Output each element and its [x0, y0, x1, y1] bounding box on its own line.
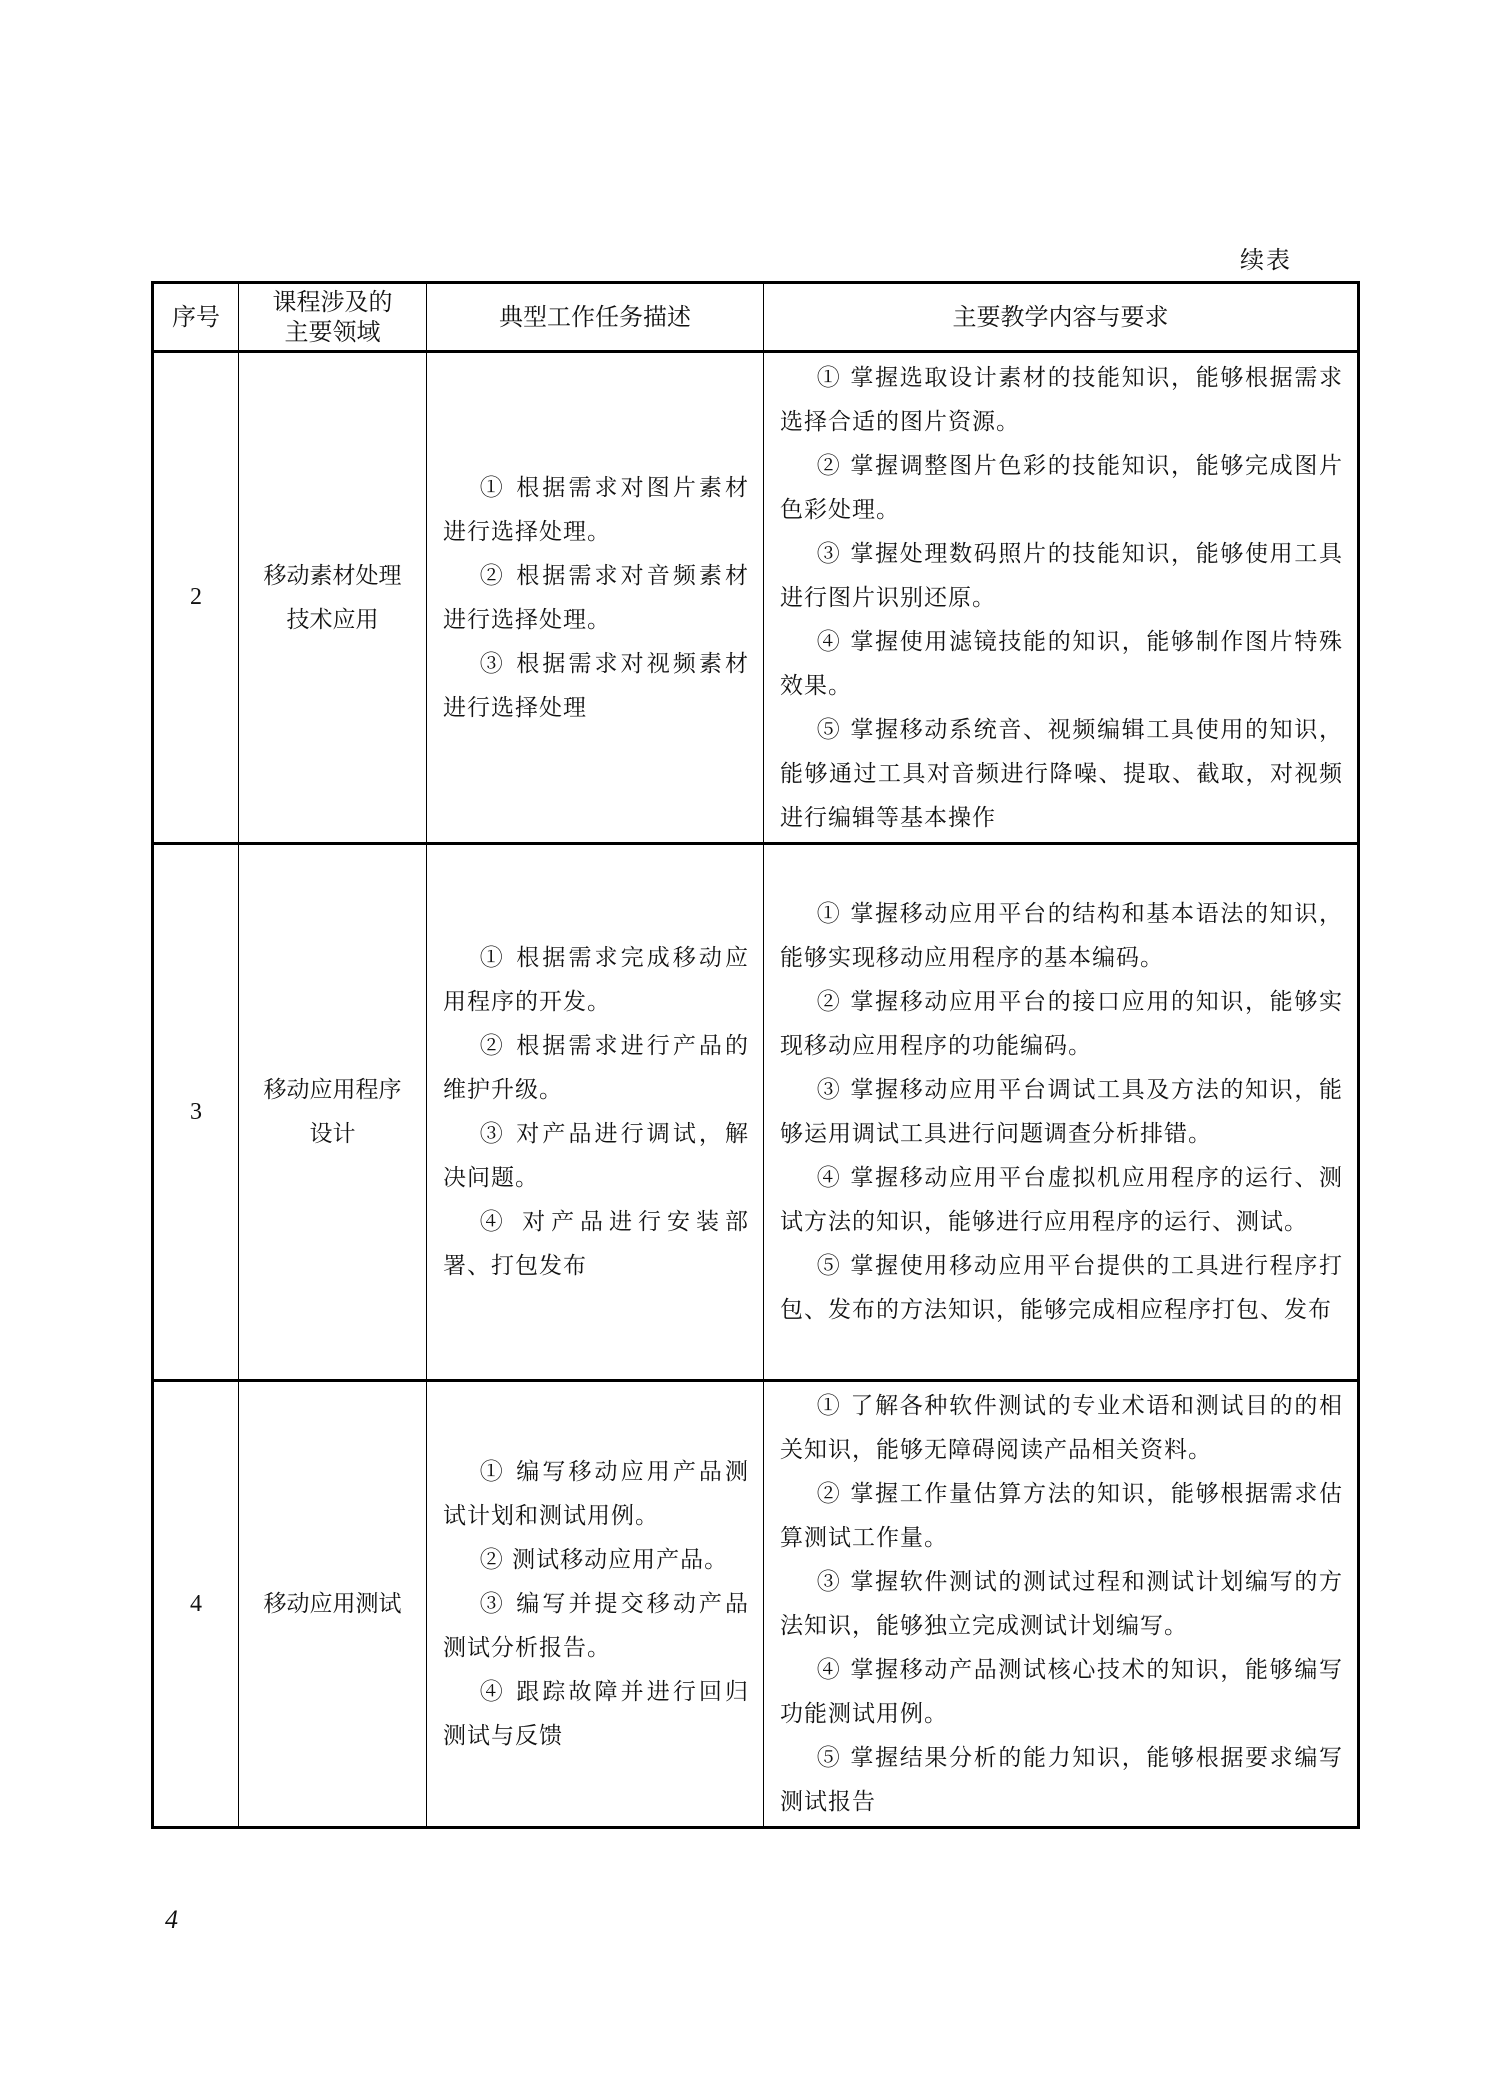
content-item: ① 掌握选取设计素材的技能知识，能够根据需求选择合适的图片资源。 [780, 364, 1343, 435]
task-item: ② 测试移动应用产品。 [479, 1547, 729, 1573]
content-item: ③ 掌握移动应用平台调试工具及方法的知识，能够运用调试工具进行问题调查分析排错。 [780, 1077, 1343, 1147]
task-item: ③ 根据需求对视频素材进行选择处理 [443, 650, 749, 721]
content-item: ① 掌握移动应用平台的结构和基本语法的知识，能够实现移动应用程序的基本编码。 [780, 901, 1343, 971]
page-number: 4 [165, 1905, 178, 1934]
table-row [153, 1381, 1359, 1828]
row-area [239, 844, 427, 1381]
row-number: 3 [153, 844, 239, 1381]
content-item: ② 掌握移动应用平台的接口应用的知识，能够实现移动应用程序的功能编码。 [780, 989, 1343, 1059]
row-area-line2: 技术应用 [286, 606, 379, 633]
task-item: ④ 对产品进行安装部署、打包发布 [443, 1209, 749, 1279]
row-contents [764, 844, 1359, 1381]
task-item: ③ 对产品进行调试，解决问题。 [443, 1121, 749, 1191]
header-no: 序号 [153, 283, 239, 352]
row-area-line2: 设计 [309, 1121, 356, 1147]
content-item: ③ 掌握软件测试的测试过程和测试计划编写的方法知识，能够独立完成测试计划编写。 [780, 1569, 1343, 1639]
continued-table-label: 续表 [1240, 246, 1292, 274]
task-item: ① 根据需求对图片素材进行选择处理。 [443, 474, 749, 545]
row-tasks [427, 352, 764, 844]
header-task: 典型工作任务描述 [427, 283, 764, 352]
table-row [153, 352, 1359, 844]
row-area [239, 1381, 427, 1828]
task-item: ③ 编写并提交移动产品测试分析报告。 [443, 1591, 749, 1661]
task-item: ① 根据需求完成移动应用程序的开发。 [443, 945, 749, 1015]
content-item: ② 掌握调整图片色彩的技能知识，能够完成图片色彩处理。 [780, 452, 1343, 523]
content-item: ③ 掌握处理数码照片的技能知识，能够使用工具进行图片识别还原。 [780, 540, 1343, 611]
table-header-row [153, 283, 1359, 352]
row-area-line1: 移动应用程序 [263, 1077, 402, 1103]
content-item: ④ 掌握移动应用平台虚拟机应用程序的运行、测试方法的知识，能够进行应用程序的运行、测试。 [780, 1165, 1343, 1235]
header-area [239, 283, 427, 352]
row-tasks [427, 1381, 764, 1828]
content-item: ④ 掌握移动产品测试核心技术的知识，能够编写功能测试用例。 [780, 1657, 1343, 1727]
row-tasks [427, 844, 764, 1381]
table-row [153, 844, 1359, 1381]
content-item: ② 掌握工作量估算方法的知识，能够根据需求估算测试工作量。 [780, 1481, 1343, 1551]
task-item: ① 编写移动应用产品测试计划和测试用例。 [443, 1459, 749, 1529]
row-contents [764, 352, 1359, 844]
content-item: ⑤ 掌握移动系统音、视频编辑工具使用的知识，能够通过工具对音频进行降噪、提取、截取，对视频进行编辑等基本操作 [780, 716, 1343, 831]
task-item: ② 根据需求对音频素材进行选择处理。 [443, 562, 749, 633]
content-item: ⑤ 掌握使用移动应用平台提供的工具进行程序打包、发布的方法知识，能够完成相应程序打包、发布 [780, 1253, 1343, 1323]
content-item: ⑤ 掌握结果分析的能力知识，能够根据要求编写测试报告 [780, 1745, 1343, 1815]
content-item: ④ 掌握使用滤镜技能的知识，能够制作图片特殊效果。 [780, 628, 1343, 699]
row-area-line1: 移动应用测试 [263, 1591, 402, 1617]
task-item: ② 根据需求进行产品的维护升级。 [443, 1033, 749, 1103]
header-area-line1: 课程涉及的 [272, 288, 393, 316]
header-content: 主要教学内容与要求 [764, 283, 1359, 352]
header-area-line2: 主要领域 [284, 318, 381, 346]
row-contents [764, 1381, 1359, 1828]
task-item: ④ 跟踪故障并进行回归测试与反馈 [443, 1679, 749, 1749]
row-number: 2 [153, 352, 239, 844]
row-area-line1: 移动素材处理 [263, 562, 402, 589]
row-number: 4 [153, 1381, 239, 1828]
curriculum-table [151, 281, 1360, 1829]
content-item: ① 了解各种软件测试的专业术语和测试目的的相关知识，能够无障碍阅读产品相关资料。 [780, 1393, 1343, 1463]
row-area [239, 352, 427, 844]
